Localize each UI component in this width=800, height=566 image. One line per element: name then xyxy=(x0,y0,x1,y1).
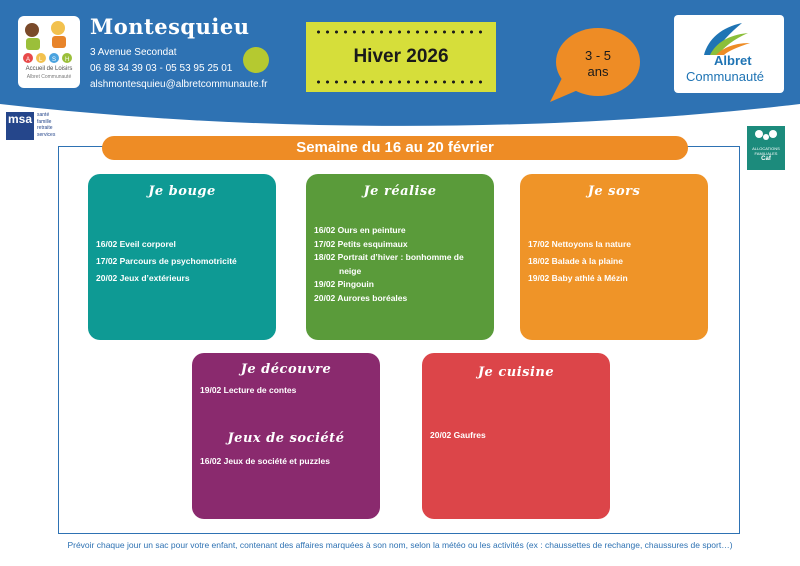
alsh-logo-line1: Accueil de Loisirs xyxy=(25,66,73,72)
card-je-realise xyxy=(306,174,494,340)
activity-list xyxy=(96,236,237,287)
activity-item: 20/02 Aurores boréales xyxy=(314,292,408,303)
week-banner: Semaine du 16 au 20 février xyxy=(102,136,688,160)
ticket-dots-bottom xyxy=(314,80,488,84)
caf-sub: Caf xyxy=(761,156,771,162)
card-je-sors xyxy=(520,174,708,340)
age-range-unit: ans xyxy=(587,64,609,79)
caf-logo xyxy=(747,126,785,170)
activity-item: 16/02 Eveil corporel xyxy=(96,239,176,249)
activity-item: 19/02 Lecture de contes xyxy=(200,385,297,395)
address: 3 Avenue Secondat xyxy=(90,47,177,58)
activity-item: 20/02 Gaufres xyxy=(430,430,486,440)
albret-logo-line2: Communauté xyxy=(686,69,765,84)
albret-logo-line1: Albret xyxy=(714,53,752,68)
msa-line: famille xyxy=(37,118,52,125)
svg-text:S: S xyxy=(52,57,57,63)
card-title: Je cuisine xyxy=(477,365,555,380)
msa-logo xyxy=(6,112,68,140)
age-range-value: 3 - 5 xyxy=(584,48,611,63)
activity-item-continued: neige xyxy=(339,265,362,276)
alsh-children-icon xyxy=(18,16,80,66)
email-link[interactable]: alshmontesquieu@albretcommunaute.fr xyxy=(90,79,268,90)
activity-item: 18/02 Portrait d’hiver : bonhomme de xyxy=(314,252,464,262)
msa-line: retraite xyxy=(37,125,53,131)
activity-item: 16/02 Jeux de société et puzzles xyxy=(200,456,330,466)
site-name: Montesquieu xyxy=(90,14,250,39)
activity-item: 17/02 Parcours de psychomotricité xyxy=(96,256,237,266)
activity-item: 18/02 Balade à la plaine xyxy=(528,256,623,266)
card-title: Je découvre xyxy=(240,362,332,377)
activity-item: 20/02 Jeux d’extérieurs xyxy=(96,273,190,283)
card-title: Je bouge xyxy=(148,184,216,199)
activity-item: 19/02 Pingouin xyxy=(314,279,374,289)
card-je-cuisine xyxy=(422,353,610,519)
card-je-decouvre xyxy=(192,353,380,519)
alsh-logo-line2: Albret Communauté xyxy=(26,74,72,80)
season-ticket xyxy=(306,22,496,92)
caf-text: ALLOCATIONS FAMILIALES xyxy=(752,146,780,156)
msa-taglines xyxy=(37,112,55,138)
msa-mark: msa xyxy=(6,112,34,140)
decorative-dot xyxy=(243,47,269,73)
svg-text:H: H xyxy=(65,57,70,63)
msa-line: santé xyxy=(37,112,50,118)
activity-list xyxy=(200,454,330,468)
albret-communaute-logo xyxy=(674,15,784,93)
svg-text:L: L xyxy=(39,57,43,63)
age-range xyxy=(548,48,648,80)
activity-list xyxy=(430,428,486,442)
activity-list xyxy=(528,236,631,287)
msa-line: services xyxy=(37,131,56,138)
season-title: Hiver 2026 xyxy=(353,46,449,67)
activity-list xyxy=(314,224,464,305)
activity-item: 17/02 Petits esquimaux xyxy=(314,238,408,249)
caf-family-icon xyxy=(747,126,785,144)
alsh-logo xyxy=(18,16,80,88)
card-title: Je réalise xyxy=(363,184,437,199)
activity-item: 17/02 Nettoyons la nature xyxy=(528,239,631,249)
card-title: Je sors xyxy=(587,184,641,199)
phone-numbers: 06 88 34 39 03 - 05 53 95 25 01 xyxy=(90,63,233,74)
activity-item: 19/02 Baby athlé à Mézin xyxy=(528,273,628,283)
card-subtitle-jeux: Jeux de société xyxy=(227,431,345,446)
alsh-letters: A xyxy=(26,57,31,63)
activity-list xyxy=(200,383,296,397)
ticket-dots-top xyxy=(314,30,488,34)
card-je-bouge xyxy=(88,174,276,340)
footer-note: Prévoir chaque jour un sac pour votre enfant, contenant des affaires marquées à son nom, selon la météo ou les activités (ex : chaussettes de rechange, chaussures de sport…) xyxy=(67,540,733,550)
activity-item: 16/02 Ours en peinture xyxy=(314,225,406,235)
